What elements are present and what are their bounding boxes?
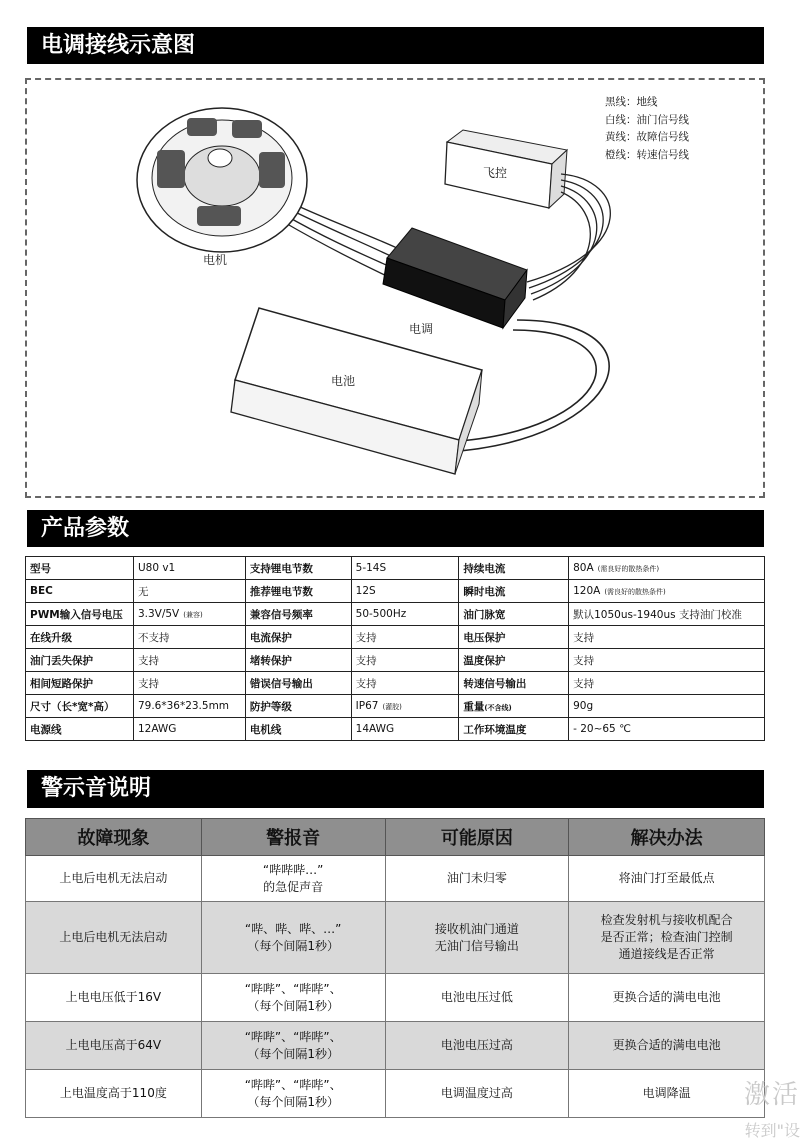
param-value [351, 695, 459, 718]
param-value-text: U80 v1 [137, 562, 176, 574]
params-row [26, 672, 765, 695]
param-key [245, 603, 351, 626]
param-value [351, 603, 459, 626]
param-key [26, 718, 134, 741]
alarm-tone-cell: “哔哔”、“哔哔”、 （每个间隔1秒） [201, 1022, 385, 1070]
alarm-tone-cell: “哔、哔、哔、…” （每个间隔1秒） [201, 902, 385, 974]
param-value-text: 80A [573, 562, 594, 574]
param-value-text: 12AWG [137, 723, 177, 735]
symptom-cell: 上电电压低于16V [26, 974, 202, 1022]
wiring-section-title: 电调接线示意图 [41, 33, 196, 58]
flight-controller-label: 飞控 [483, 166, 508, 180]
params-section-header [27, 510, 764, 547]
param-key-text: 推荐锂电节数 [249, 585, 313, 598]
warning-section-title: 警示音说明 [41, 776, 152, 801]
param-key [459, 695, 569, 718]
legend-black-wire: 黑线：地线 [605, 96, 658, 108]
battery-label: 电池 [331, 374, 356, 388]
param-key [459, 718, 569, 741]
param-value-text: 120A [573, 585, 601, 597]
header-symptom: 故障现象 [26, 819, 202, 856]
param-value-text: 12S [355, 585, 376, 597]
params-row [26, 603, 765, 626]
esc-illustration [383, 228, 527, 328]
activation-watermark: 激活 [743, 1080, 800, 1110]
alarm-tone-cell: “哔哔哔…” 的急促声音 [201, 856, 385, 902]
solution-cell: 电调降温 [569, 1070, 765, 1118]
param-value-text: 支持 [355, 631, 377, 644]
param-value [133, 626, 245, 649]
param-key [245, 580, 351, 603]
param-value [351, 672, 459, 695]
solution-cell: 检查发射机与接收机配合 是否正常；检查油门控制 通道接线是否正常 [569, 902, 765, 974]
param-key-text: 转速信号输出 [463, 677, 527, 690]
param-key-text: 温度保护 [463, 654, 506, 667]
param-value-text: 50-500Hz [355, 608, 407, 620]
param-value-text: 5-14S [355, 562, 387, 574]
wiring-diagram [25, 78, 765, 498]
warning-section-header [27, 770, 764, 808]
param-value-text: 支持 [573, 677, 595, 690]
param-key-text: 油门丢失保护 [30, 654, 93, 667]
param-value-text: 默认1050us-1940us 支持油门校准 [573, 608, 742, 621]
param-value-text: 79.6*36*23.5mm [137, 700, 230, 712]
param-value-text: 支持 [573, 631, 595, 644]
param-key [26, 603, 134, 626]
params-row [26, 557, 765, 580]
param-value-text: 无 [137, 585, 149, 598]
param-value-text: 90g [573, 700, 594, 712]
symptom-cell: 上电电压高于64V [26, 1022, 202, 1070]
params-row [26, 626, 765, 649]
param-key [26, 557, 134, 580]
param-value-text: 支持 [137, 677, 159, 690]
param-key-text: 电源线 [30, 723, 62, 736]
param-key [459, 649, 569, 672]
motor-label: 电机 [203, 253, 228, 267]
warning-tone-table [25, 818, 765, 1118]
param-key [26, 649, 134, 672]
param-key [459, 672, 569, 695]
param-value [569, 695, 765, 718]
param-key-text: 兼容信号频率 [249, 608, 313, 621]
param-key-text: 电流保护 [249, 631, 292, 644]
param-key-text: 相间短路保护 [30, 677, 93, 690]
param-key-text: BEC [30, 585, 53, 597]
param-value-text: 支持 [355, 677, 377, 690]
param-value [569, 672, 765, 695]
param-value [133, 695, 245, 718]
solution-cell: 更换合适的满电电池 [569, 974, 765, 1022]
param-key-text: 支持锂电节数 [249, 562, 313, 575]
param-key [459, 580, 569, 603]
param-value [133, 603, 245, 626]
param-key-text: 瞬时电流 [463, 585, 506, 598]
params-row [26, 649, 765, 672]
param-key-text: 尺寸（长*宽*高） [30, 700, 115, 713]
param-key-text: 油门脉宽 [463, 608, 506, 621]
param-value-text: 支持 [573, 654, 595, 667]
symptom-cell: 上电温度高于110度 [26, 1070, 202, 1118]
param-key-text: 电压保护 [463, 631, 506, 644]
alarm-tone-cell: “哔哔”、“哔哔”、 （每个间隔1秒） [201, 1070, 385, 1118]
param-value [569, 718, 765, 741]
cause-cell: 电池电压过高 [385, 1022, 569, 1070]
param-value [133, 580, 245, 603]
param-key [26, 580, 134, 603]
symptom-cell: 上电后电机无法启动 [26, 902, 202, 974]
param-key-text: 防护等级 [249, 700, 292, 713]
cause-cell: 电池电压过低 [385, 974, 569, 1022]
cause-cell: 接收机油门通道 无油门信号输出 [385, 902, 569, 974]
param-value-text: 3.3V/5V [137, 608, 180, 620]
param-value [351, 580, 459, 603]
legend-orange-wire: 橙线：转速信号线 [605, 148, 689, 161]
warning-row [26, 1022, 765, 1070]
cause-cell: 油门未归零 [385, 856, 569, 902]
param-value [351, 649, 459, 672]
params-section-title: 产品参数 [41, 516, 130, 541]
param-value-text: 支持 [355, 654, 377, 667]
battery-illustration [231, 308, 482, 474]
param-value [351, 626, 459, 649]
params-table [25, 556, 765, 741]
param-key [245, 718, 351, 741]
params-row [26, 718, 765, 741]
param-key-text: 在线升级 [30, 631, 72, 644]
param-value-note: (灌胶) [382, 703, 402, 711]
params-row [26, 580, 765, 603]
param-value-text: 14AWG [355, 723, 395, 735]
param-value [569, 557, 765, 580]
param-value [133, 649, 245, 672]
params-row [26, 695, 765, 718]
param-key [245, 557, 351, 580]
param-key-text: 持续电流 [463, 562, 506, 575]
param-key [26, 695, 134, 718]
param-key-text: PWM输入信号电压 [30, 608, 123, 621]
param-value [351, 718, 459, 741]
param-value [569, 626, 765, 649]
activation-watermark-sub: 转到"设 [744, 1121, 800, 1140]
symptom-cell: 上电后电机无法启动 [26, 856, 202, 902]
warning-table-header [26, 819, 765, 856]
param-key [26, 626, 134, 649]
param-value-note: (需良好的散热条件) [597, 565, 660, 573]
param-key [245, 649, 351, 672]
header-alarm-tone: 警报音 [201, 819, 385, 856]
param-value [133, 718, 245, 741]
param-value [351, 557, 459, 580]
param-value-text: IP67 [355, 700, 379, 712]
param-key [459, 603, 569, 626]
param-key-text: 型号 [30, 562, 51, 575]
param-value-text: - 20~65 ℃ [573, 723, 631, 735]
param-key-text: 堵转保护 [249, 654, 292, 667]
param-key-note: (不含线) [484, 703, 512, 712]
param-value [569, 603, 765, 626]
param-key [459, 626, 569, 649]
param-value [569, 649, 765, 672]
warning-row [26, 974, 765, 1022]
param-value-note: (兼容) [183, 611, 203, 619]
header-solution: 解决办法 [569, 819, 765, 856]
param-value-note: (需良好的散热条件) [604, 588, 666, 596]
param-key-text: 重量 [463, 700, 485, 713]
param-key-text: 电机线 [249, 723, 282, 736]
param-key [245, 626, 351, 649]
param-value [133, 557, 245, 580]
solution-cell: 将油门打至最低点 [569, 856, 765, 902]
header-cause: 可能原因 [385, 819, 569, 856]
warning-row [26, 856, 765, 902]
cause-cell: 电调温度过高 [385, 1070, 569, 1118]
solution-cell: 更换合适的满电电池 [569, 1022, 765, 1070]
param-key-text: 工作环境温度 [463, 723, 527, 736]
param-key [245, 672, 351, 695]
esc-label: 电调 [409, 322, 434, 336]
alarm-tone-cell: “哔哔”、“哔哔”、 （每个间隔1秒） [201, 974, 385, 1022]
param-value [133, 672, 245, 695]
param-key [26, 672, 134, 695]
legend-white-wire: 白线：油门信号线 [605, 113, 689, 126]
wire-color-legend [605, 94, 689, 164]
param-value-text: 支持 [137, 654, 159, 667]
param-key [245, 695, 351, 718]
warning-row [26, 1070, 765, 1118]
legend-yellow-wire: 黄线：故障信号线 [605, 131, 689, 143]
param-key [459, 557, 569, 580]
param-key-text: 错误信号输出 [249, 677, 313, 690]
warning-row [26, 902, 765, 974]
param-value [569, 580, 765, 603]
wiring-section-header [27, 27, 764, 64]
motor-illustration [137, 108, 307, 252]
param-value-text: 不支持 [137, 631, 170, 644]
